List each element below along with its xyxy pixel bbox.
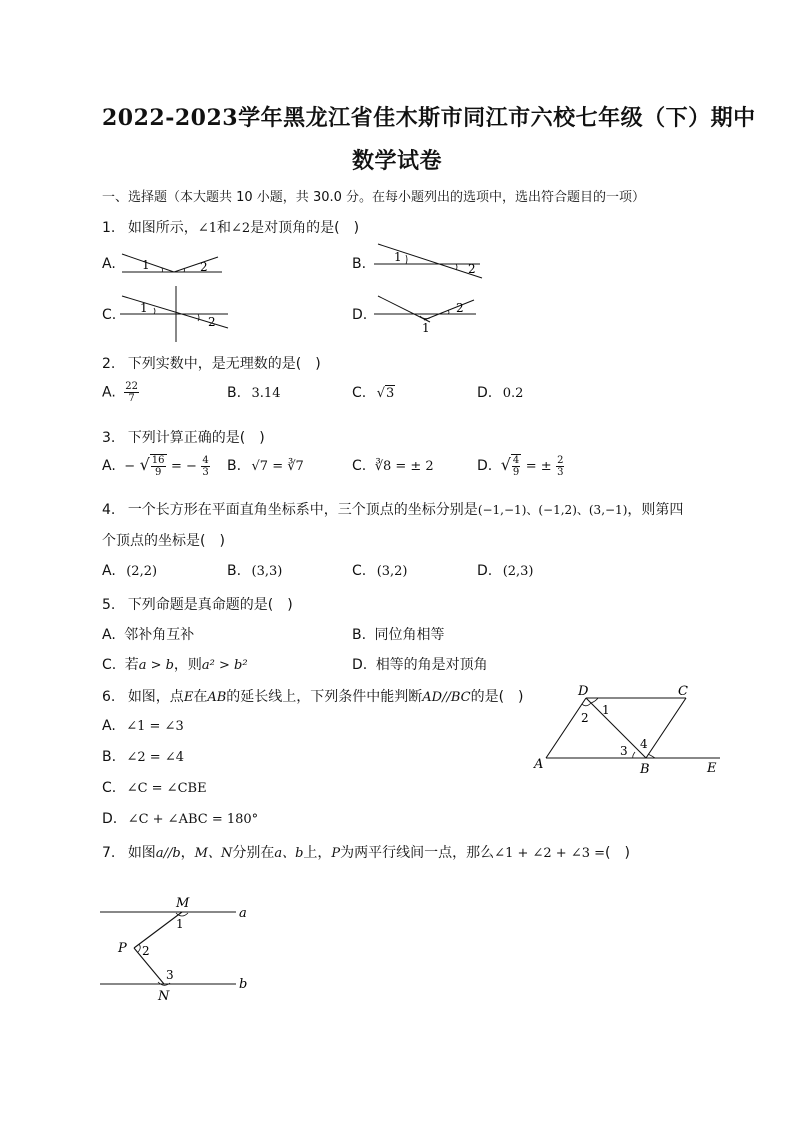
angle-4-label: 4 xyxy=(640,737,648,751)
option-letter: D. xyxy=(352,657,368,673)
question-number: 3. xyxy=(102,430,116,446)
option-text: ，则 xyxy=(173,657,202,673)
question-text: 的是( ) xyxy=(470,689,524,705)
question-text: ， xyxy=(180,845,195,861)
question-text: 和 xyxy=(216,220,231,236)
question-5 xyxy=(102,594,293,614)
q1-option-a-label: A. xyxy=(102,256,116,272)
math-segment-ab: AB xyxy=(207,690,227,705)
question-number: 2. xyxy=(102,356,116,372)
math-parallel: AD//BC xyxy=(422,690,471,705)
option-letter: B. xyxy=(227,385,242,401)
angle-2-label: 2 xyxy=(142,944,150,958)
option-letter: C. xyxy=(102,780,117,796)
numerator: 4 xyxy=(202,454,209,466)
option-value: (3,3) xyxy=(251,564,283,579)
option-value: 3.14 xyxy=(251,386,281,401)
line-b-label: b xyxy=(239,977,248,992)
option-value: ∠1 = ∠3 xyxy=(126,719,184,734)
q1a-angle-1-label: 1 xyxy=(142,258,150,272)
math-angle-1: ∠1 xyxy=(197,221,217,236)
q6-option-b xyxy=(102,749,184,765)
option-value: (3,2) xyxy=(376,564,408,579)
q1d-angle-1-label: 1 xyxy=(422,321,430,334)
q1-option-b-figure xyxy=(370,240,486,282)
option-value: 相等的角是对顶角 xyxy=(375,657,488,673)
option-value: ∠C = ∠CBE xyxy=(126,781,207,796)
sqrt-fraction xyxy=(511,454,521,478)
q4-option-d xyxy=(477,563,534,579)
question-1 xyxy=(102,217,359,237)
q2-option-c xyxy=(352,385,395,401)
page-title: 2022-2023学年黑龙江省佳木斯市同江市六校七年级（下）期中 xyxy=(102,105,756,131)
option-letter: B. xyxy=(227,458,242,474)
q2-option-b xyxy=(227,385,280,401)
option-letter: C. xyxy=(352,385,367,401)
option-expression: √7 = ∛7 xyxy=(251,459,304,474)
q6-parallelogram-figure xyxy=(528,680,728,780)
math-point-e: E xyxy=(183,690,194,705)
option-letter: B. xyxy=(227,563,242,579)
option-letter: C. xyxy=(352,458,367,474)
numerator: 22 xyxy=(125,381,138,392)
math-lines: a、b xyxy=(274,846,304,861)
denominator: 9 xyxy=(512,467,520,478)
q1-option-c-label: C. xyxy=(102,307,117,323)
q1c-angle-2-label: 2 xyxy=(208,315,216,329)
q3-option-d xyxy=(477,454,564,478)
option-letter: A. xyxy=(102,718,116,734)
question-text: 下列计算正确的是( ) xyxy=(127,430,265,446)
numerator: 4 xyxy=(512,455,520,466)
option-letter: C. xyxy=(102,657,117,673)
q5-option-b xyxy=(352,624,445,644)
option-expression: ∛8 = ± 2 xyxy=(374,459,434,474)
point-p-label: P xyxy=(118,941,127,956)
option-value: 0.2 xyxy=(502,386,524,401)
math-point-p: P xyxy=(331,846,341,861)
question-7 xyxy=(102,842,630,862)
q3-option-b xyxy=(227,458,304,474)
option-letter: A. xyxy=(102,627,116,643)
question-number: 1. xyxy=(102,220,116,236)
q6-option-d xyxy=(102,811,258,827)
q5-option-c xyxy=(102,654,248,674)
math-parallel: a//b xyxy=(155,846,181,861)
section-heading: 一、选择题（本大题共 10 小题，共 30.0 分。在每小题列出的选项中，选出符合题目的一项） xyxy=(102,190,646,205)
denominator: 7 xyxy=(128,393,135,404)
question-text: ( ) xyxy=(605,845,630,861)
option-value: ∠C + ∠ABC = 180° xyxy=(127,812,259,827)
question-number: 7. xyxy=(102,845,116,861)
q2-option-a xyxy=(102,381,139,404)
math-angle-2: ∠2 xyxy=(230,221,251,236)
sqrt-sign: √ xyxy=(500,455,511,474)
q6-option-a xyxy=(102,718,184,734)
q1-option-b-label: B. xyxy=(352,256,367,272)
q5-option-d xyxy=(352,654,488,674)
question-text: 如图所示， xyxy=(127,220,198,236)
question-number: 6. xyxy=(102,689,116,705)
q1b-angle-1-label: 1 xyxy=(394,250,402,264)
option-value: 邻补角互补 xyxy=(124,627,195,643)
q4-option-c xyxy=(352,563,408,579)
question-text: ，则第四 xyxy=(627,502,684,518)
sqrt-sign: √ xyxy=(376,386,385,401)
q1c-angle-1-label: 1 xyxy=(140,301,148,315)
question-text: 的延长线上，下列条件中能判断 xyxy=(226,689,423,705)
q1-option-d-label: D. xyxy=(352,307,368,323)
question-text: 为两平行线间一点，那么 xyxy=(340,845,495,861)
equals-part: = − xyxy=(170,459,197,474)
option-text: 若 xyxy=(124,657,139,673)
sqrt-fraction xyxy=(150,454,167,478)
question-2 xyxy=(102,353,321,373)
q3-option-a xyxy=(102,454,210,478)
question-number: 5. xyxy=(102,597,116,613)
option-letter: B. xyxy=(102,749,117,765)
point-d-label: D xyxy=(578,684,589,699)
question-text: 如图 xyxy=(127,845,156,861)
q1-option-a-figure xyxy=(118,242,228,278)
numerator: 16 xyxy=(151,455,165,466)
option-letter: D. xyxy=(477,385,493,401)
question-text: 如图，点 xyxy=(127,689,184,705)
denominator: 3 xyxy=(202,466,209,478)
math-angle-sum: ∠1 + ∠2 + ∠3 = xyxy=(494,846,606,861)
question-4-line2: 个顶点的坐标是( ) xyxy=(102,533,225,549)
question-3 xyxy=(102,427,265,447)
option-letter: B. xyxy=(352,627,367,643)
question-text: 分别在 xyxy=(232,845,275,861)
option-value: 同位角相等 xyxy=(374,627,445,643)
question-number: 4. xyxy=(102,502,116,518)
point-c-label: C xyxy=(678,684,688,699)
coordinates: (−1,−1)、(−1,2)、(3,−1) xyxy=(477,503,628,517)
question-text: 下列命题是真命题的是( ) xyxy=(127,597,293,613)
option-letter: A. xyxy=(102,563,116,579)
q7-parallel-lines-figure xyxy=(96,892,266,1004)
q2-option-d xyxy=(477,385,523,401)
page-subtitle: 数学试卷 xyxy=(352,148,443,174)
line-a-label: a xyxy=(239,906,247,921)
question-text: 一个长方形在平面直角坐标系中，三个顶点的坐标分别是 xyxy=(127,502,478,518)
question-text: 上， xyxy=(303,845,332,861)
q3-option-c xyxy=(352,458,434,474)
sqrt-sign: √ xyxy=(139,455,150,474)
fraction xyxy=(201,455,209,478)
option-value: (2,3) xyxy=(502,564,534,579)
option-value: (2,2) xyxy=(126,564,158,579)
point-b-label: B xyxy=(640,762,650,777)
minus-sign: − xyxy=(124,459,136,474)
option-letter: D. xyxy=(477,458,493,474)
point-a-label: A xyxy=(534,757,544,772)
angle-2-label: 2 xyxy=(581,711,589,725)
option-letter: A. xyxy=(102,384,116,401)
q4-option-b xyxy=(227,563,282,579)
question-text: 是对顶角的是( ) xyxy=(250,220,360,236)
question-text: 在 xyxy=(193,689,208,705)
math-points: M、N xyxy=(194,846,233,861)
math-expr: a > b xyxy=(138,658,174,673)
question-6 xyxy=(102,686,524,706)
q4-option-a xyxy=(102,563,157,579)
angle-1-label: 1 xyxy=(602,703,610,717)
question-4 xyxy=(102,499,683,519)
denominator: 9 xyxy=(154,467,162,478)
option-letter: D. xyxy=(102,811,118,827)
question-text: 下列实数中，是无理数的是( ) xyxy=(127,356,321,372)
angle-3-label: 3 xyxy=(620,744,628,758)
q6-option-c xyxy=(102,780,207,796)
q1-option-c-figure xyxy=(118,286,232,342)
q5-option-a xyxy=(102,624,194,644)
q1a-angle-2-label: 2 xyxy=(200,260,208,274)
option-letter: A. xyxy=(102,458,116,474)
angle-1-label: 1 xyxy=(176,917,184,931)
option-value: ∠2 = ∠4 xyxy=(126,750,184,765)
fraction xyxy=(556,455,564,478)
q1-option-d-figure xyxy=(370,290,480,334)
point-m-label: M xyxy=(176,896,190,911)
radicand: 3 xyxy=(385,386,395,401)
denominator: 3 xyxy=(557,466,564,478)
point-n-label: N xyxy=(158,989,170,1004)
option-letter: D. xyxy=(477,563,493,579)
q1b-angle-2-label: 2 xyxy=(468,262,476,276)
point-e-label: E xyxy=(707,761,717,776)
q1d-angle-2-label: 2 xyxy=(456,301,464,315)
math-expr: a² > b² xyxy=(201,658,248,673)
fraction xyxy=(124,381,139,404)
option-letter: C. xyxy=(352,563,367,579)
angle-3-label: 3 xyxy=(166,968,174,982)
equals-part: = ± xyxy=(525,459,552,474)
numerator: 2 xyxy=(557,454,564,466)
